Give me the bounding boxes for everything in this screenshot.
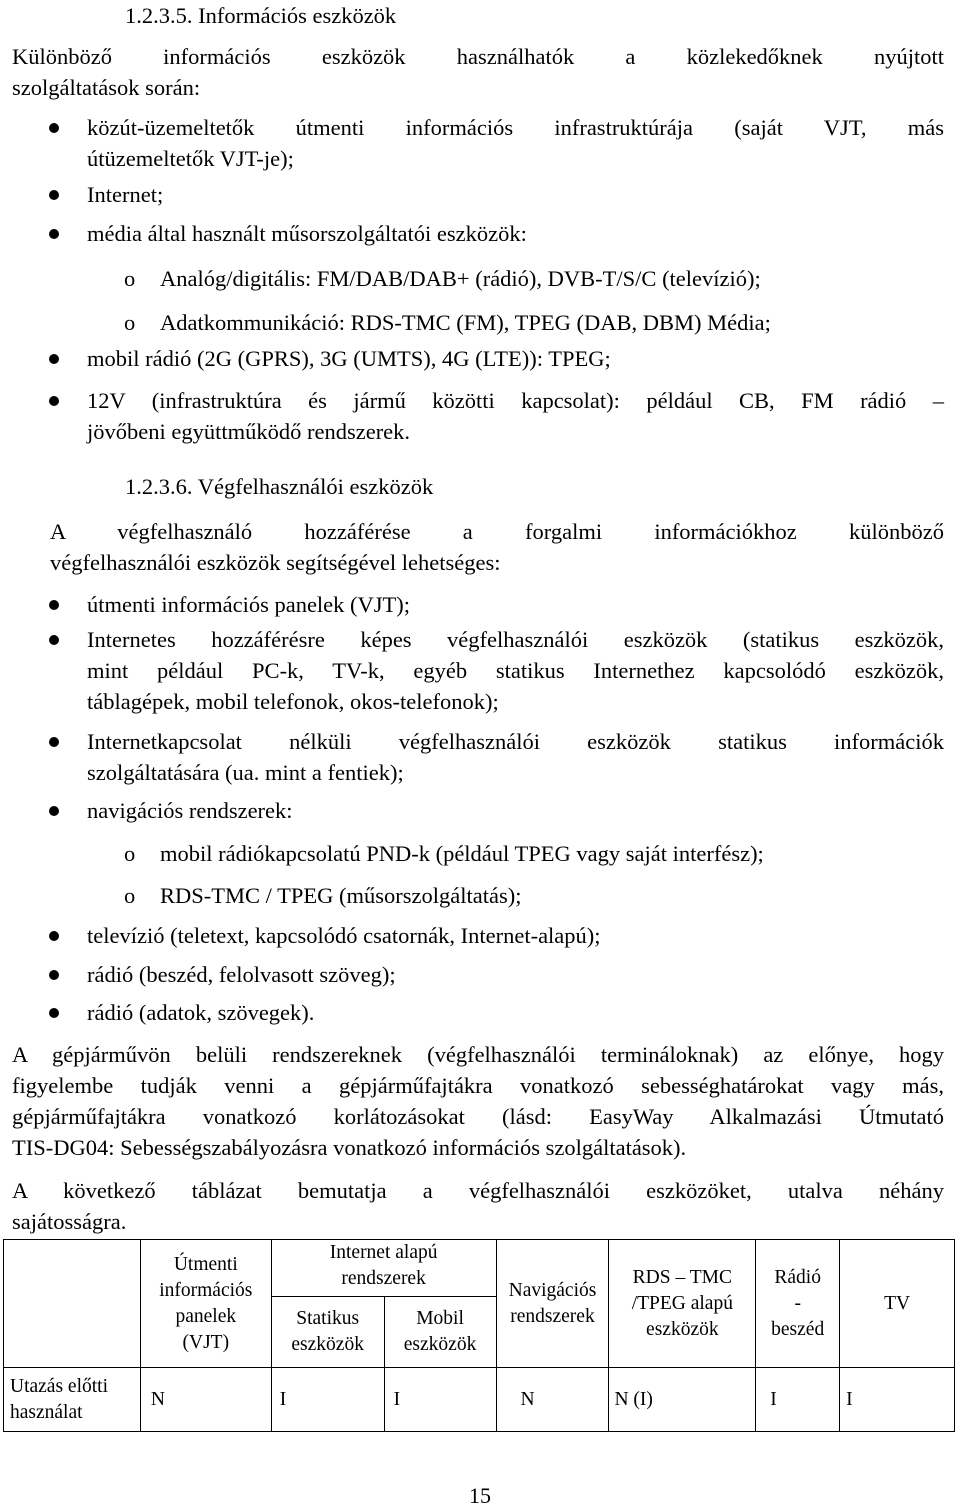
sub-list-item: Analóg/digitális: FM/DAB/DAB+ (rádió), DVB-T/S/C (televízió); xyxy=(160,266,761,291)
paragraph-line: figyelembe tudják venni a gépjárműfajtákra vonatkozó sebességhatárokat vagy más, xyxy=(12,1073,944,1098)
list-item xyxy=(87,112,944,174)
paragraph-line: sajátosságra. xyxy=(12,1209,127,1234)
list-item-line: közút-üzemeltetők útmenti információs infrastruktúrája (saját VJT, más xyxy=(87,115,944,140)
table-cell: I xyxy=(384,1368,496,1432)
list-item xyxy=(87,624,944,717)
list-item-line: táblagépek, mobil telefonok, okos-telefonok); xyxy=(87,689,499,714)
bullet-icon xyxy=(49,806,59,816)
list-item: útmenti információs panelek (VJT); xyxy=(87,592,411,617)
table-cell: N xyxy=(496,1368,609,1432)
table-cell: N xyxy=(140,1368,271,1432)
bullet-icon xyxy=(49,931,59,941)
table-header-cell: Rádió - beszéd xyxy=(756,1240,840,1368)
bullet-icon xyxy=(49,1008,59,1018)
table-cell: N (I) xyxy=(609,1368,756,1432)
paragraph-line: A gépjárművön belüli rendszereknek (végfelhasználói termináloknak) az előnye, hogy xyxy=(12,1042,944,1067)
subitem-marker: o xyxy=(124,841,136,866)
bullet-icon xyxy=(49,737,59,747)
table-cell: I xyxy=(840,1368,955,1432)
list-item-line: útüzemeltetők VJT-je); xyxy=(87,146,294,171)
end-user-devices-table xyxy=(3,1239,955,1432)
sub-list-item: mobil rádiókapcsolatú PND-k (például TPEG vagy saját interfész); xyxy=(160,841,764,866)
section-2-intro xyxy=(50,516,944,578)
table-header-cell: RDS – TMC /TPEG alapú eszközök xyxy=(609,1240,756,1368)
table-header-cell: Internet alapú rendszerek xyxy=(271,1240,496,1297)
list-item: rádió (beszéd, felolvasott szöveg); xyxy=(87,962,396,987)
table-header-cell: Útmenti információs panelek (VJT) xyxy=(140,1240,271,1368)
bullet-icon xyxy=(49,600,59,610)
table-header-cell: Statikus eszközök xyxy=(271,1297,384,1368)
table-cell-row-label: Utazás előtti használat xyxy=(4,1368,141,1432)
subitem-marker: o xyxy=(124,883,136,908)
list-item: televízió (teletext, kapcsolódó csatornák, Internet-alapú); xyxy=(87,923,601,948)
paragraph-table-intro xyxy=(12,1175,944,1237)
list-item: navigációs rendszerek: xyxy=(87,798,293,823)
section-1-intro xyxy=(12,41,944,103)
intro-line: A végfelhasználó hozzáférése a forgalmi információkhoz különböző xyxy=(50,519,944,544)
section-heading-vegfelhasznaloi-eszkozok: 1.2.3.6. Végfelhasználói eszközök xyxy=(125,474,434,499)
list-item: rádió (adatok, szövegek). xyxy=(87,1000,315,1025)
list-item xyxy=(87,726,944,788)
subitem-marker: o xyxy=(124,310,136,335)
list-item: Internet; xyxy=(87,182,164,207)
bullet-icon xyxy=(49,970,59,980)
paragraph-line: TIS-DG04: Sebességszabályozásra vonatkozó információs szolgáltatások). xyxy=(12,1135,687,1160)
list-item-line: jövőbeni együttműködő rendszerek. xyxy=(87,419,411,444)
bullet-icon xyxy=(49,229,59,239)
bullet-icon xyxy=(49,635,59,645)
paragraph-line: gépjárműfajtákra vonatkozó korlátozásokat (lásd: EasyWay Alkalmazási Útmutató xyxy=(12,1104,944,1129)
list-item-line: 12V (infrastruktúra és jármű közötti kapcsolat): például CB, FM rádió – xyxy=(87,388,944,413)
bullet-icon xyxy=(49,190,59,200)
bullet-icon xyxy=(49,396,59,406)
intro-line: szolgáltatások során: xyxy=(12,75,201,100)
paragraph-in-vehicle-systems xyxy=(12,1039,944,1163)
section-heading-informacios-eszkozok: 1.2.3.5. Információs eszközök xyxy=(125,3,397,28)
list-item-line: Internetkapcsolat nélküli végfelhasználói eszközök statikus információk xyxy=(87,729,944,754)
paragraph-line: A következő táblázat bemutatja a végfelhasználói eszközöket, utalva néhány xyxy=(12,1178,944,1203)
page-number: 15 xyxy=(469,1483,491,1508)
table-header-cell: TV xyxy=(840,1240,955,1368)
list-item: média által használt műsorszolgáltatói eszközök: xyxy=(87,221,527,246)
list-item xyxy=(87,385,944,447)
list-item: mobil rádió (2G (GPRS), 3G (UMTS), 4G (LTE)): TPEG; xyxy=(87,346,611,371)
table-header-cell: Mobil eszközök xyxy=(384,1297,496,1368)
intro-line: Különböző információs eszközök használhatók a közlekedőknek nyújtott xyxy=(12,44,944,69)
table-cell: I xyxy=(756,1368,840,1432)
list-item-line: mint például PC-k, TV-k, egyéb statikus Internethez kapcsolódó eszközök, xyxy=(87,658,944,683)
table-header-row xyxy=(4,1240,955,1297)
sub-list-item: Adatkommunikáció: RDS-TMC (FM), TPEG (DAB, DBM) Média; xyxy=(160,310,771,335)
list-item-line: Internetes hozzáférésre képes végfelhasználói eszközök (statikus eszközök, xyxy=(87,627,944,652)
table-header-cell-empty xyxy=(4,1240,141,1368)
bullet-icon xyxy=(49,123,59,133)
table-row xyxy=(4,1368,955,1432)
subitem-marker: o xyxy=(124,266,136,291)
table-header-cell: Navigációs rendszerek xyxy=(496,1240,609,1368)
bullet-icon xyxy=(49,354,59,364)
sub-list-item: RDS-TMC / TPEG (műsorszolgáltatás); xyxy=(160,883,522,908)
intro-line: végfelhasználói eszközök segítségével lehetséges: xyxy=(50,550,501,575)
table-cell: I xyxy=(271,1368,384,1432)
list-item-line: szolgáltatására (ua. mint a fentiek); xyxy=(87,760,404,785)
